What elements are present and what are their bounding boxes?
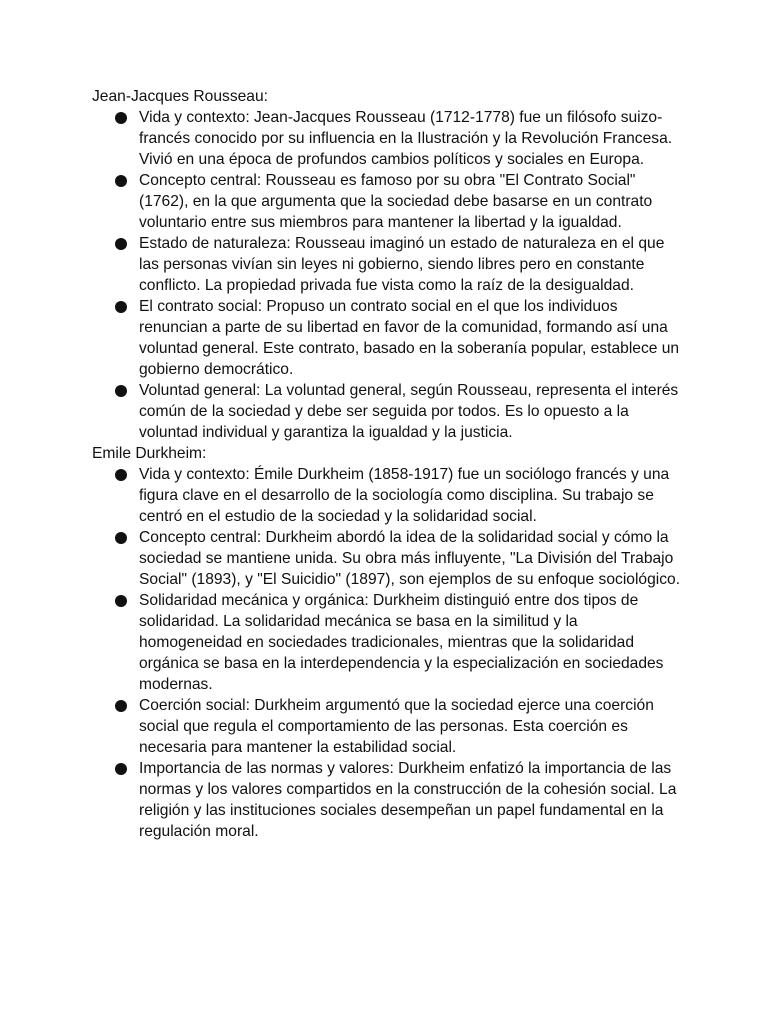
list-item-text: Estado de naturaleza: Rousseau imaginó un estado de naturaleza en el que las personas vivían sin leyes ni gobierno, siendo libres pero en constante conflicto. La propiedad privada fue vista como la raíz de la desigualdad. — [139, 235, 665, 294]
bullet-icon — [115, 112, 127, 124]
bullet-icon — [115, 469, 127, 481]
bullet-list — [92, 107, 682, 443]
bullet-icon — [115, 763, 127, 775]
bullet-icon — [115, 700, 127, 712]
list-item-text: Solidaridad mecánica y orgánica: Durkheim distinguió entre dos tipos de solidaridad. La solidaridad mecánica se basa en la similitud y la homogeneidad en sociedades tradicionales, mientras que la solidaridad orgánica se basa en la interdependencia y la especialización en sociedades modernas. — [139, 592, 664, 693]
list-item — [92, 590, 682, 695]
list-item — [92, 170, 682, 233]
section-title: Jean-Jacques Rousseau: — [92, 88, 268, 105]
list-item — [92, 233, 682, 296]
bullet-icon — [115, 301, 127, 313]
bullet-list — [92, 464, 682, 842]
list-item — [92, 695, 682, 758]
list-item-text: Concepto central: Rousseau es famoso por su obra "El Contrato Social" (1762), en la que argumenta que la sociedad debe basarse en un contrato voluntario entre sus miembros para mantener la libertad y la igualdad. — [139, 172, 653, 231]
list-item — [92, 380, 682, 443]
bullet-icon — [115, 385, 127, 397]
list-item — [92, 758, 682, 842]
list-item — [92, 107, 682, 170]
section-rousseau — [92, 86, 682, 443]
list-item-text: Importancia de las normas y valores: Durkheim enfatizó la importancia de las normas y los valores compartidos en la construcción de la cohesión social. La religión y las instituciones sociales desempeñan un papel fundamental en la regulación moral. — [139, 760, 677, 840]
bullet-icon — [115, 238, 127, 250]
bullet-icon — [115, 532, 127, 544]
list-item — [92, 527, 682, 590]
section-title: Emile Durkheim: — [92, 445, 207, 462]
bullet-icon — [115, 595, 127, 607]
section-durkheim — [92, 443, 682, 842]
list-item-text: Concepto central: Durkheim abordó la idea de la solidaridad social y cómo la sociedad se mantiene unida. Su obra más influyente, "La División del Trabajo Social" (1893), y "El Suicidio" (1897), son ejemplos de su enfoque sociológico. — [139, 529, 681, 588]
list-item — [92, 464, 682, 527]
list-item-text: Voluntad general: La voluntad general, según Rousseau, representa el interés común de la sociedad y debe ser seguida por todos. Es lo opuesto a la voluntad individual y garantiza la igualdad y la justicia. — [139, 382, 679, 441]
list-item-text: Vida y contexto: Jean-Jacques Rousseau (1712-1778) fue un filósofo suizo-francés conocido por su influencia en la Ilustración y la Revolución Francesa. Vivió en una época de profundos cambios políticos y sociales en Europa. — [139, 109, 673, 168]
document-page — [92, 86, 682, 842]
list-item — [92, 296, 682, 380]
bullet-icon — [115, 175, 127, 187]
list-item-text: El contrato social: Propuso un contrato social en el que los individuos renuncian a parte de su libertad en favor de la comunidad, formando así una voluntad general. Este contrato, basado en la soberanía popular, establece un gobierno democrático. — [139, 298, 680, 378]
list-item-text: Coerción social: Durkheim argumentó que la sociedad ejerce una coerción social que regula el comportamiento de las personas. Esta coerción es necesaria para mantener la estabilidad social. — [139, 697, 654, 756]
list-item-text: Vida y contexto: Émile Durkheim (1858-1917) fue un sociólogo francés y una figura clave en el desarrollo de la sociología como disciplina. Su trabajo se centró en el estudio de la sociedad y la solidaridad social. — [139, 466, 670, 525]
